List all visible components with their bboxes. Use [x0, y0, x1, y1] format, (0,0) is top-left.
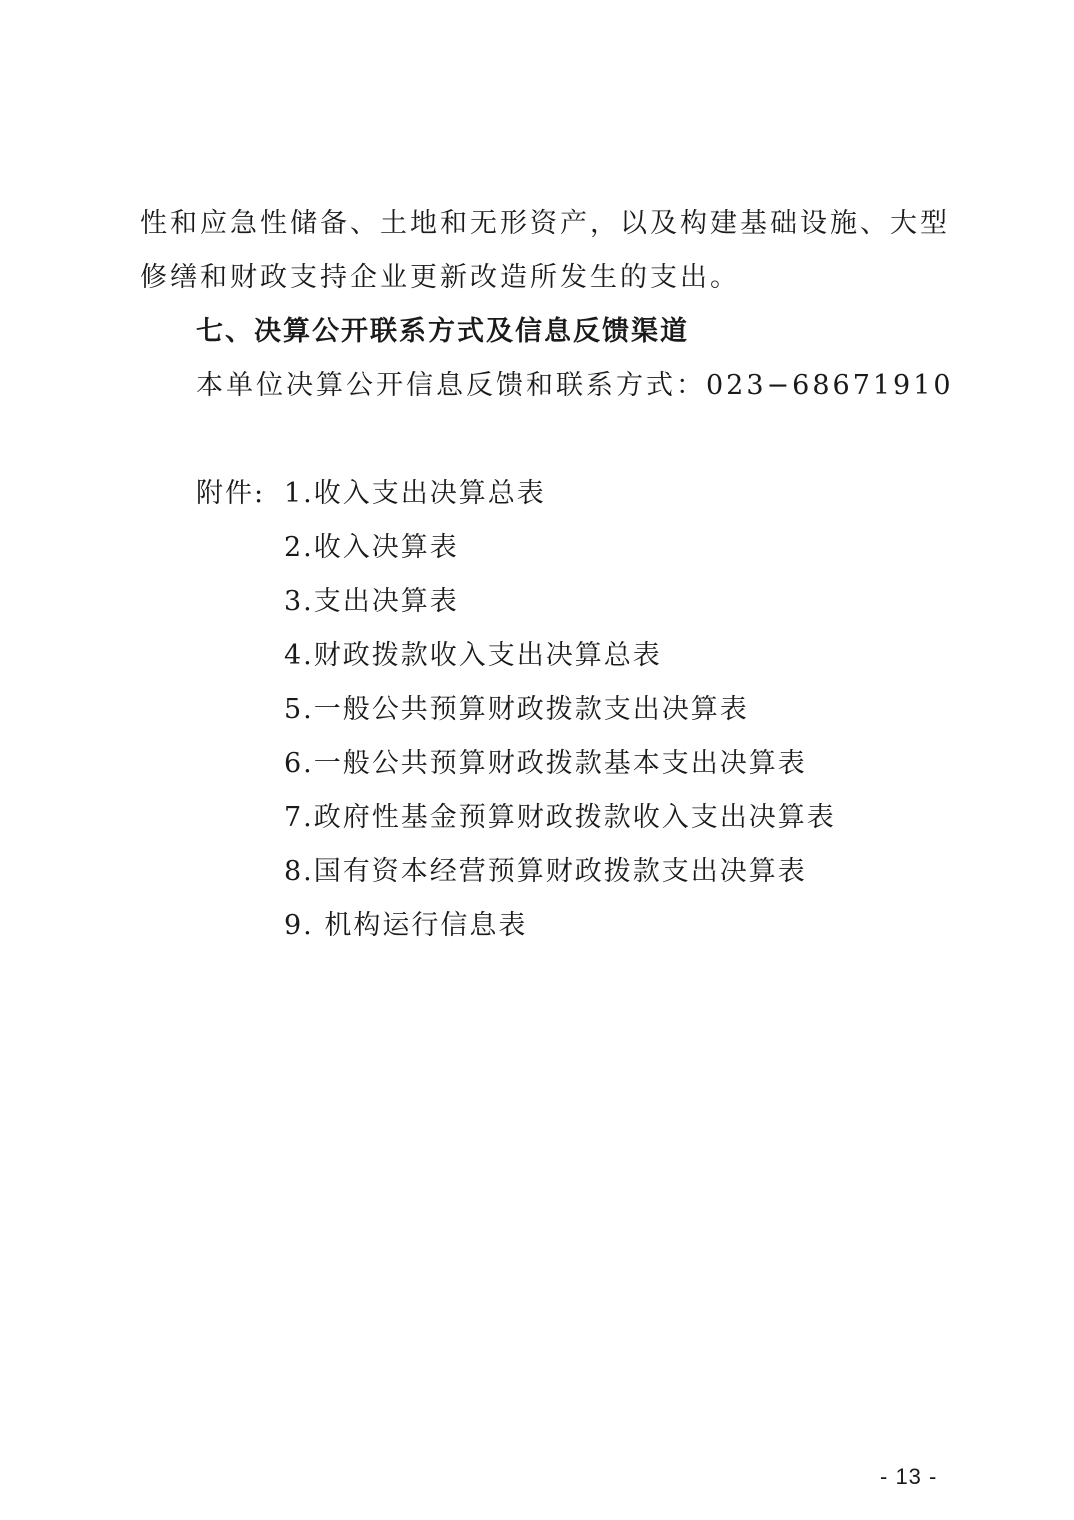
contact-info: 本单位决算公开信息反馈和联系方式：023−68671910 — [196, 370, 954, 401]
attachment-item-1: 1.收入支出决算总表 — [284, 478, 546, 509]
attachment-item-4: 4.财政拨款收入支出决算总表 — [284, 640, 662, 671]
attachment-item-3: 3.支出决算表 — [284, 586, 459, 617]
attachment-item-5: 5.一般公共预算财政拨款支出决算表 — [284, 694, 749, 725]
attachment-item-9: 9. 机构运行信息表 — [284, 910, 528, 941]
attachment-item-2: 2.收入决算表 — [284, 532, 459, 563]
paragraph-line-2: 修缮和财政支持企业更新改造所发生的支出。 — [140, 262, 740, 293]
page-number: - 13 - — [880, 1464, 938, 1489]
attachments-label: 附件: — [196, 478, 266, 509]
attachment-item-7: 7.政府性基金预算财政拨款收入支出决算表 — [284, 802, 836, 833]
paragraph-line-1: 性和应急性储备、土地和无形资产，以及构建基础设施、大型 — [140, 208, 950, 239]
section-heading: 七、决算公开联系方式及信息反馈渠道 — [196, 316, 689, 347]
attachment-item-6: 6.一般公共预算财政拨款基本支出决算表 — [284, 748, 807, 779]
attachment-item-8: 8.国有资本经营预算财政拨款支出决算表 — [284, 856, 807, 887]
